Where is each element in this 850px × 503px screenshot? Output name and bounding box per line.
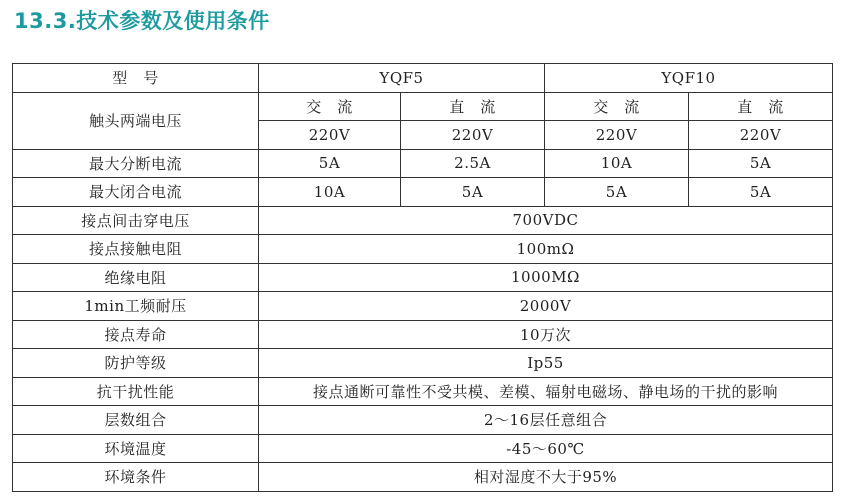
cell-value: 10A (545, 149, 689, 178)
table-row (13, 349, 833, 378)
row-label: 环境温度 (13, 434, 259, 463)
cell-value: 2～16层任意组合 (259, 406, 833, 435)
voltage-value: 220V (401, 121, 545, 150)
row-label: 层数组合 (13, 406, 259, 435)
spec-table (12, 63, 833, 492)
voltage-value: 220V (259, 121, 401, 150)
table-row (13, 206, 833, 235)
cell-value: 10A (259, 178, 401, 207)
table-row (13, 292, 833, 321)
current-type-ac: 交 流 (259, 92, 401, 121)
table-row (13, 463, 833, 492)
table-row (13, 320, 833, 349)
cell-value: 5A (689, 149, 833, 178)
cell-value: 5A (689, 178, 833, 207)
table-row (13, 235, 833, 264)
cell-value: 5A (259, 149, 401, 178)
row-label: 最大闭合电流 (13, 178, 259, 207)
table-row (13, 377, 833, 406)
table-row (13, 434, 833, 463)
cell-value: 2000V (259, 292, 833, 321)
cell-value: 2.5A (401, 149, 545, 178)
cell-value: 5A (401, 178, 545, 207)
row-label: 接点寿命 (13, 320, 259, 349)
cell-value: 10万次 (259, 320, 833, 349)
current-type-dc: 直 流 (401, 92, 545, 121)
cell-value: 接点通断可靠性不受共模、差模、辐射电磁场、静电场的干扰的影响 (259, 377, 833, 406)
row-label: 1min工频耐压 (13, 292, 259, 321)
table-row (13, 178, 833, 207)
cell-value: 1000MΩ (259, 263, 833, 292)
row-label: 防护等级 (13, 349, 259, 378)
row-label: 最大分断电流 (13, 149, 259, 178)
voltage-value: 220V (545, 121, 689, 150)
table-row (13, 406, 833, 435)
row-label: 抗干扰性能 (13, 377, 259, 406)
contact-voltage-label: 触头两端电压 (13, 92, 259, 149)
model-yqf5: YQF5 (259, 64, 545, 93)
cell-value: Ip55 (259, 349, 833, 378)
row-label: 接点间击穿电压 (13, 206, 259, 235)
cell-value: -45～60℃ (259, 434, 833, 463)
row-label: 接点接触电阻 (13, 235, 259, 264)
current-type-ac: 交 流 (545, 92, 689, 121)
current-type-dc: 直 流 (689, 92, 833, 121)
table-row (13, 92, 833, 121)
section-title: 13.3.技术参数及使用条件 (14, 9, 270, 33)
row-label: 环境条件 (13, 463, 259, 492)
header-row (13, 64, 833, 93)
table-row (13, 263, 833, 292)
cell-value: 相对湿度不大于95% (259, 463, 833, 492)
voltage-value: 220V (689, 121, 833, 150)
table-row (13, 149, 833, 178)
row-label: 绝缘电阻 (13, 263, 259, 292)
cell-value: 5A (545, 178, 689, 207)
model-yqf10: YQF10 (545, 64, 833, 93)
cell-value: 100mΩ (259, 235, 833, 264)
model-label: 型 号 (13, 64, 259, 93)
cell-value: 700VDC (259, 206, 833, 235)
